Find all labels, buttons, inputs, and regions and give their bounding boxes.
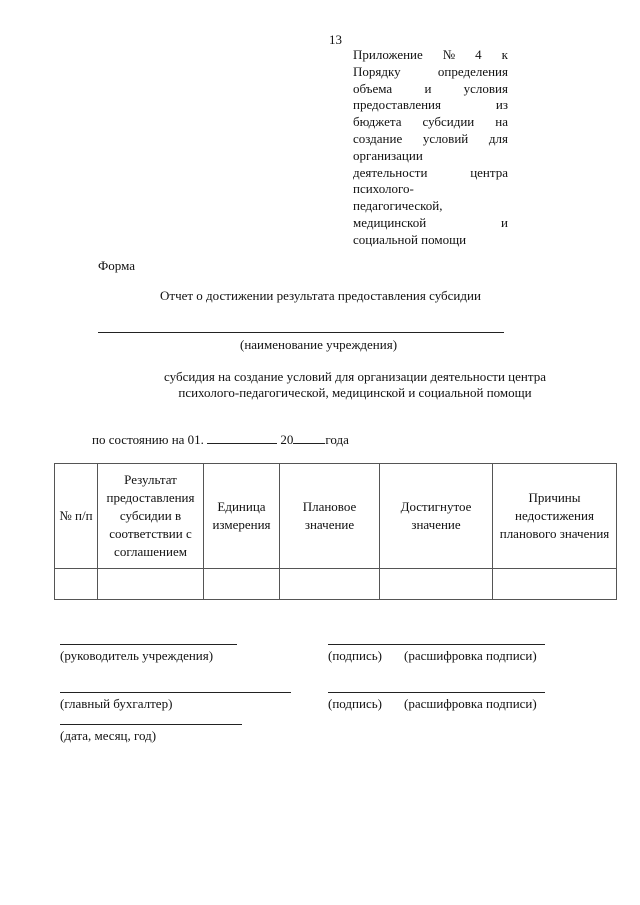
annex-word: педагогической, [353, 198, 443, 214]
table-cell [98, 569, 204, 600]
annex-word: № [442, 47, 456, 62]
results-table [54, 463, 617, 600]
annex-word: создание [353, 130, 403, 146]
annex-line [353, 47, 508, 64]
annex-line [353, 215, 508, 232]
date-caption: (дата, месяц, год) [60, 728, 157, 743]
annex-line [353, 81, 508, 98]
table-cell [204, 569, 280, 600]
annex-word: и [424, 80, 432, 96]
accountant-sign-line [328, 691, 545, 693]
annex-word: на [495, 114, 508, 130]
annex-word: и [501, 214, 508, 230]
annex-word: Приложение [353, 47, 423, 62]
head-signature-caption: (подпись) [328, 648, 382, 663]
date-blank [207, 432, 277, 444]
accountant-signature-line [60, 691, 291, 693]
annex-word: социальной помощи [353, 231, 467, 247]
institution-caption: (наименование учреждения) [240, 337, 398, 352]
table-header-row [55, 464, 617, 569]
annex-word: медицинской [353, 214, 427, 230]
table-cell [280, 569, 380, 600]
year-blank [293, 432, 325, 444]
table-cell [493, 569, 617, 600]
annex-word: Порядку [353, 63, 401, 79]
as-of-prefix: по состоянию на 01. [92, 432, 204, 447]
subsidy-line: психолого-педагогической, медицинской и социальной помощи [178, 385, 532, 400]
annex-line [353, 131, 508, 148]
annex-line [353, 198, 508, 215]
header-achieved: Достигнутое значение [380, 464, 493, 569]
as-of-date [92, 432, 349, 448]
annex-word: из [495, 97, 508, 113]
annex-word: организации [353, 147, 423, 163]
as-of-suffix: года [325, 432, 349, 447]
annex-word: условия [463, 80, 508, 96]
head-caption: (руководитель учреждения) [60, 648, 214, 663]
annex-word: деятельности [353, 164, 428, 180]
head-signature-line [60, 643, 237, 645]
header-result: Результат предоставления субсидии в соответствии с соглашением [98, 464, 204, 569]
subsidy-line: субсидия на создание условий для организации деятельности центра [164, 369, 546, 384]
table-cell [380, 569, 493, 600]
annex-word: для [488, 130, 508, 146]
table-row [55, 569, 617, 600]
report-title: Отчет о достижении результата предоставления субсидии [160, 288, 481, 303]
header-planned: Плановое значение [280, 464, 380, 569]
accountant-decoding-caption: (расшифровка подписи) [404, 696, 537, 711]
annex-line [353, 165, 508, 182]
annex-line [353, 181, 508, 198]
annex-word: условий [422, 130, 469, 146]
annex-word: психолого- [353, 181, 414, 197]
annex-word: к [501, 47, 508, 62]
header-number: № п/п [55, 464, 98, 569]
annex-line [353, 97, 508, 114]
page-number: 13 [329, 32, 342, 47]
form-label: Форма [98, 258, 135, 273]
annex-block [353, 47, 508, 249]
annex-line [353, 64, 508, 81]
header-unit: Единица измерения [204, 464, 280, 569]
annex-word: объема [353, 80, 393, 96]
annex-word: определения [437, 63, 508, 79]
accountant-signature-caption: (подпись) [328, 696, 382, 711]
annex-line [353, 114, 508, 131]
annex-word: предоставления [353, 97, 441, 113]
annex-word: бюджета [353, 114, 402, 130]
annex-word: центра [470, 164, 508, 180]
accountant-caption: (главный бухгалтер) [60, 696, 173, 711]
table-cell [55, 569, 98, 600]
head-sign-line [328, 643, 545, 645]
annex-word: субсидии [422, 114, 475, 130]
header-reasons: Причины недостижения планового значения [493, 464, 617, 569]
date-line [60, 723, 242, 725]
head-decoding-caption: (расшифровка подписи) [404, 648, 537, 663]
annex-line [353, 232, 508, 249]
year-prefix: 20 [280, 432, 294, 447]
subsidy-description [80, 369, 630, 401]
annex-line [353, 148, 508, 165]
institution-name-line [98, 324, 504, 333]
annex-word: 4 [475, 47, 482, 62]
